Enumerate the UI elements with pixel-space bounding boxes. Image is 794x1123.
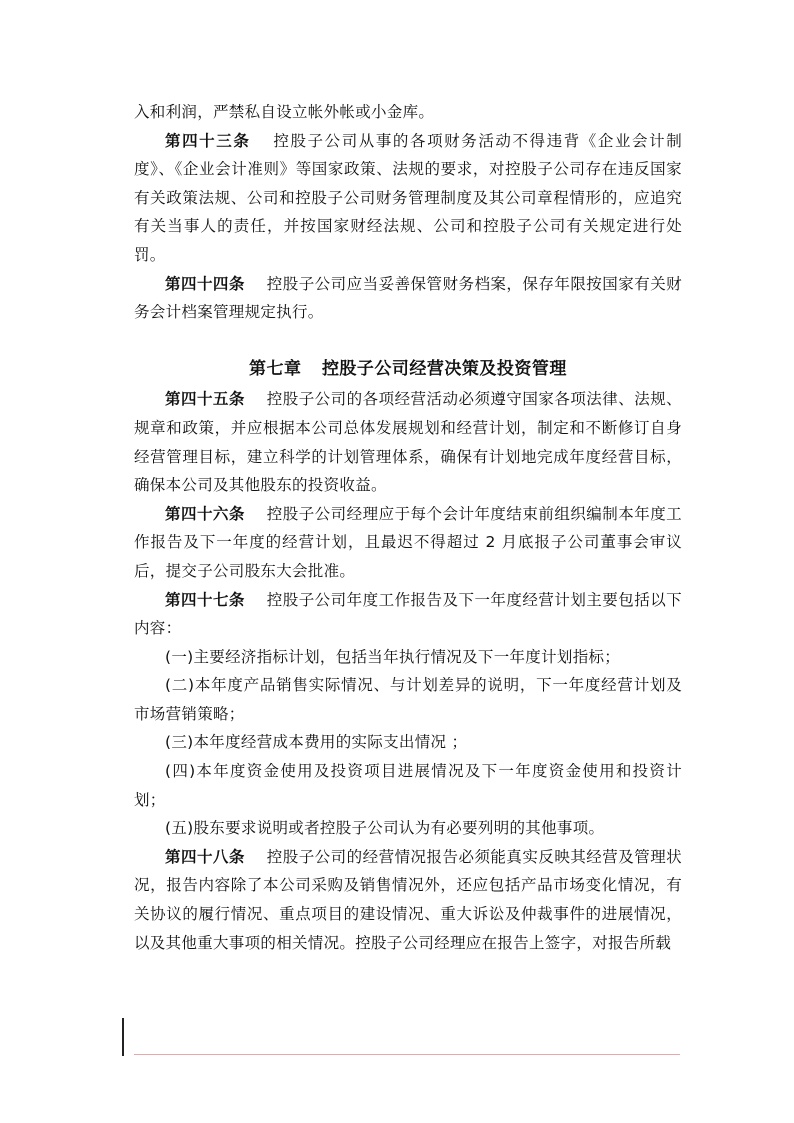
article-number: 第四十五条	[165, 390, 245, 409]
article-45	[134, 385, 682, 499]
continuation-paragraph: 入和利润，严禁私自设立帐外帐或小金库。	[134, 103, 435, 121]
chapter-title: 控股子公司经营决策及投资管理	[321, 358, 567, 379]
article-44	[134, 270, 682, 327]
article-number: 第四十八条	[165, 847, 245, 866]
list-item: (二)本年度产品销售实际情况、与计划差异的说明，下一年度经营计划及市场营销策略；	[134, 676, 682, 723]
article-text: 控股子公司的各项经营活动必须遵守国家各项法律、法规、规章和政策，并应根据本公司总体发展规划和经营计划，制定和不断修订自身经营管理目标，建立科学的计划管理体系，确保有计划地完成年度经营目标，确保本公司及其他股东的投资收益。	[134, 390, 682, 495]
list-item: (四)本年度资金使用及投资项目进展情况及下一年度资金使用和投资计划；	[134, 762, 682, 809]
article-text: 控股子公司经理应于每个会计年度结束前组织编制本年度工作报告及下一年度的经营计划，且最迟不得超过 2 月底报子公司董事会审议后，提交子公司股东大会批准。	[134, 504, 682, 580]
list-item: (三)本年度经营成本费用的实际支出情况 ；	[165, 733, 468, 752]
article-number: 第四十四条	[165, 274, 245, 293]
article-43	[134, 127, 682, 270]
list-item: (一)主要经济指标计划，包括当年执行情况及下一年度计划指标；	[165, 647, 621, 666]
document-body	[134, 98, 682, 957]
article-number: 第四十七条	[165, 590, 245, 609]
chapter-heading	[134, 355, 682, 384]
article-number: 第四十三条	[165, 131, 251, 150]
article-text: 控股子公司年度工作报告及下一年度经营计划主要包括以下内容：	[134, 590, 682, 638]
article-text: 控股子公司应当妥善保管财务档案，保存年限按国家有关财务会计档案管理规定执行。	[134, 274, 682, 322]
margin-bar	[122, 1018, 124, 1056]
footer-rule	[134, 1054, 680, 1055]
article-text: 控股子公司的经营情况报告必须能真实反映其经营及管理状况，报告内容除了本公司采购及销售情况外，还应包括产品市场变化情况，有关协议的履行情况、重点项目的建设情况、重大诉讼及仲裁事件的进展情况，以及其他重大事项的相关情况。控股子公司经理应在报告上签字，对报告所载	[134, 847, 682, 952]
list-item: (五)股东要求说明或者控股子公司认为有必要列明的其他事项。	[165, 819, 605, 838]
article-number: 第四十六条	[165, 504, 245, 523]
article-47	[134, 586, 682, 643]
article-48	[134, 843, 682, 957]
chapter-number: 第七章	[249, 358, 302, 379]
article-text: 控股子公司从事的各项财务活动不得违背《企业会计制度》、《企业会计准则》等国家政策、法规的要求，对控股子公司存在违反国家有关政策法规、公司和控股子公司财务管理制度及其公司章程情形的，应追究有关当事人的责任，并按国家财经法规、公司和控股子公司有关规定进行处罚。	[134, 131, 682, 264]
article-46	[134, 500, 682, 586]
